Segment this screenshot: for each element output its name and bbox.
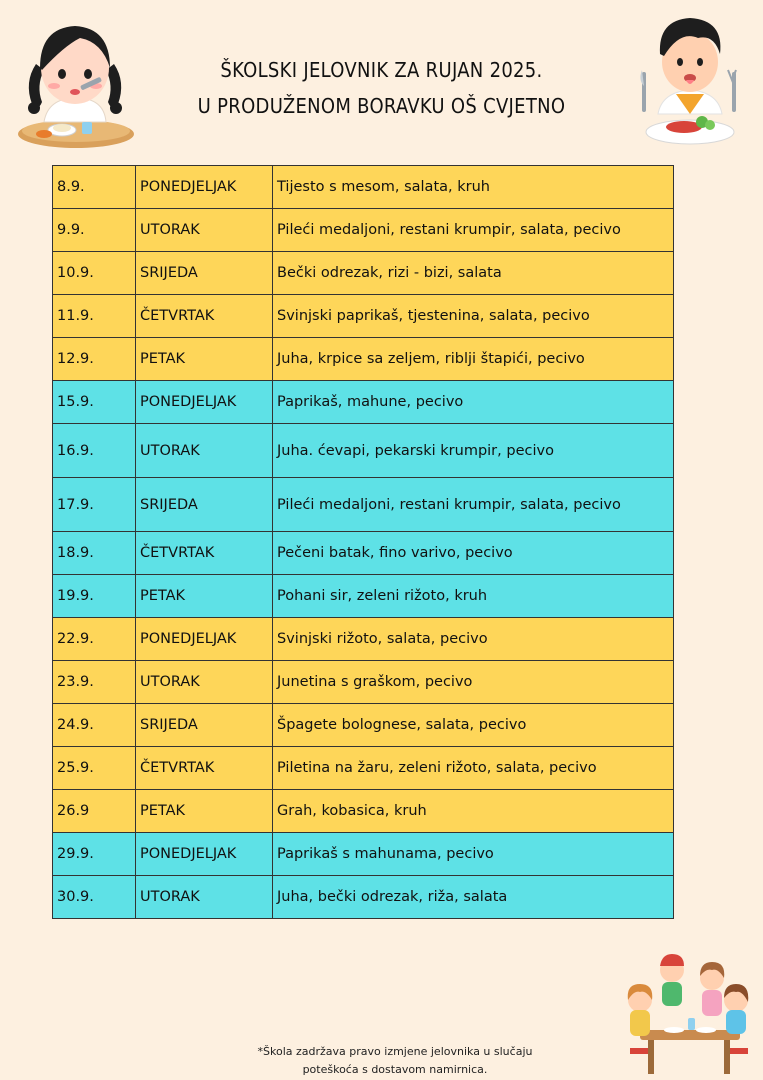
day-cell: SRIJEDA xyxy=(136,704,273,747)
date-cell: 18.9. xyxy=(53,532,136,575)
day-cell: ČETVRTAK xyxy=(136,295,273,338)
day-cell: UTORAK xyxy=(136,209,273,252)
date-cell: 26.9 xyxy=(53,790,136,833)
day-cell: SRIJEDA xyxy=(136,252,273,295)
day-cell: ČETVRTAK xyxy=(136,532,273,575)
kids-at-table-illustration xyxy=(612,952,757,1077)
meal-cell: Tijesto s mesom, salata, kruh xyxy=(273,166,674,209)
meal-cell: Bečki odrezak, rizi - bizi, salata xyxy=(273,252,674,295)
meal-cell: Juha. ćevapi, pekarski krumpir, pecivo xyxy=(273,424,674,478)
day-cell: UTORAK xyxy=(136,424,273,478)
date-cell: 10.9. xyxy=(53,252,136,295)
day-cell: SRIJEDA xyxy=(136,478,273,532)
footnote xyxy=(230,1043,560,1079)
meal-cell: Špagete bolognese, salata, pecivo xyxy=(273,704,674,747)
meal-cell: Pileći medaljoni, restani krumpir, salata, pecivo xyxy=(273,209,674,252)
table-row xyxy=(53,381,674,424)
title-line-1: ŠKOLSKI JELOVNIK ZA RUJAN 2025. xyxy=(220,58,543,82)
date-cell: 22.9. xyxy=(53,618,136,661)
date-cell: 12.9. xyxy=(53,338,136,381)
meal-cell: Juha, krpice sa zeljem, riblji štapići, pecivo xyxy=(273,338,674,381)
table-row xyxy=(53,790,674,833)
table-row xyxy=(53,295,674,338)
table-row xyxy=(53,575,674,618)
footnote-line-1: *Škola zadržava pravo izmjene jelovnika u slučaju xyxy=(257,1045,533,1058)
day-cell: PONEDJELJAK xyxy=(136,618,273,661)
table-row xyxy=(53,618,674,661)
date-cell: 30.9. xyxy=(53,876,136,919)
date-cell: 15.9. xyxy=(53,381,136,424)
table-row xyxy=(53,532,674,575)
date-cell: 8.9. xyxy=(53,166,136,209)
meal-cell: Piletina na žaru, zeleni rižoto, salata, pecivo xyxy=(273,747,674,790)
date-cell: 17.9. xyxy=(53,478,136,532)
day-cell: PONEDJELJAK xyxy=(136,381,273,424)
day-cell: UTORAK xyxy=(136,876,273,919)
meal-cell: Paprikaš, mahune, pecivo xyxy=(273,381,674,424)
day-cell: PONEDJELJAK xyxy=(136,166,273,209)
date-cell: 23.9. xyxy=(53,661,136,704)
table-row xyxy=(53,704,674,747)
table-row xyxy=(53,876,674,919)
meal-cell: Junetina s graškom, pecivo xyxy=(273,661,674,704)
meal-cell: Grah, kobasica, kruh xyxy=(273,790,674,833)
meal-cell: Pečeni batak, fino varivo, pecivo xyxy=(273,532,674,575)
date-cell: 19.9. xyxy=(53,575,136,618)
meal-cell: Paprikaš s mahunama, pecivo xyxy=(273,833,674,876)
date-cell: 16.9. xyxy=(53,424,136,478)
meal-cell: Juha, bečki odrezak, riža, salata xyxy=(273,876,674,919)
table-row xyxy=(53,252,674,295)
meal-cell: Pileći medaljoni, restani krumpir, salata, pecivo xyxy=(273,478,674,532)
day-cell: PETAK xyxy=(136,790,273,833)
table-row xyxy=(53,338,674,381)
table-row xyxy=(53,478,674,532)
table-row xyxy=(53,833,674,876)
meal-cell: Svinjski rižoto, salata, pecivo xyxy=(273,618,674,661)
date-cell: 11.9. xyxy=(53,295,136,338)
day-cell: ČETVRTAK xyxy=(136,747,273,790)
table-row xyxy=(53,424,674,478)
date-cell: 25.9. xyxy=(53,747,136,790)
day-cell: PETAK xyxy=(136,575,273,618)
date-cell: 29.9. xyxy=(53,833,136,876)
meal-cell: Pohani sir, zeleni rižoto, kruh xyxy=(273,575,674,618)
table-row xyxy=(53,209,674,252)
table-row xyxy=(53,166,674,209)
date-cell: 24.9. xyxy=(53,704,136,747)
title-line-2: U PRODUŽENOM BORAVKU OŠ CVJETNO xyxy=(197,94,566,118)
boy-eating-illustration xyxy=(628,10,750,148)
footnote-line-2: poteškoća s dostavom namirnica. xyxy=(302,1063,488,1076)
meal-cell: Svinjski paprikaš, tjestenina, salata, pecivo xyxy=(273,295,674,338)
day-cell: PONEDJELJAK xyxy=(136,833,273,876)
table-row xyxy=(53,747,674,790)
day-cell: PETAK xyxy=(136,338,273,381)
date-cell: 9.9. xyxy=(53,209,136,252)
table-row xyxy=(53,661,674,704)
day-cell: UTORAK xyxy=(136,661,273,704)
menu-table xyxy=(52,165,674,919)
